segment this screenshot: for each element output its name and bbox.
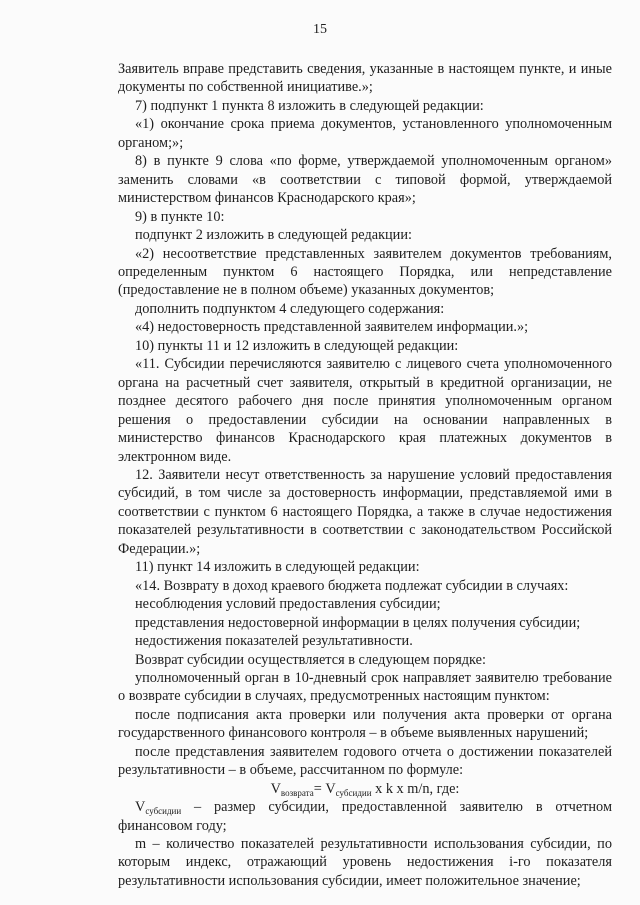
paragraph: Возврат субсидии осуществляется в следующем порядке: xyxy=(135,651,486,668)
paragraph: 11) пункт 14 изложить в следующей редакции: xyxy=(135,559,420,576)
formula-sub-return: возврата xyxy=(280,787,314,798)
page-number: 15 xyxy=(313,22,327,37)
formula-eq: = V xyxy=(313,780,336,797)
formula xyxy=(118,780,612,798)
paragraph: после подписания акта проверки или получения акта проверки от органа государственного финансового контроля – в объеме выявленных нарушений; xyxy=(118,706,612,742)
paragraph: недостижения показателей результативности. xyxy=(135,633,413,650)
def-sub: субсидии xyxy=(145,806,182,817)
paragraph: «1) окончание срока приема документов, установленного уполномоченным органом;»; xyxy=(118,116,612,151)
paragraph: «2) несоответствие представленных заявителем документов требованиям, определенным пунктом 6 настоящего Порядка, или непредставление (предоставление не в полном объеме) указанных документов; xyxy=(118,245,612,299)
paragraph: 9) в пункте 10: xyxy=(135,208,225,225)
def-v: V xyxy=(135,799,146,816)
paragraph: подпункт 2 изложить в следующей редакции: xyxy=(135,227,412,244)
formula-v: V xyxy=(270,780,281,797)
paragraph: Заявитель вправе представить сведения, указанные в настоящем пункте, и иные документы по собственной инициативе.»; xyxy=(118,61,612,96)
paragraph: дополнить подпунктом 4 следующего содержания: xyxy=(135,300,445,317)
paragraph: несоблюдения условий предоставления субсидии; xyxy=(135,596,441,613)
paragraph: «11. Субсидии перечисляются заявителю с лицевого счета уполномоченного органа на расчетный счет заявителя, открытый в кредитной организации, не позднее десятого рабочего дня после принятия уполномоченным органом решения о предоставлении субсидии на основании направленных в министерство финансов Краснодарского края платежных документов в электронном виде. xyxy=(118,356,612,465)
paragraph: после представления заявителем годового отчета о достижении показателей результативности – в объеме, рассчитанном по формуле: xyxy=(118,743,612,779)
document-body xyxy=(118,60,612,890)
formula-rest: x k x m/n, где: xyxy=(371,780,460,797)
paragraph: уполномоченный орган в 10-дневный срок направляет заявителю требование о возврате субсидии в случаях, предусмотренных настоящим пунктом: xyxy=(118,669,612,705)
definition-m: m – количество показателей результативности использования субсидии, по которым индекс, отражающий уровень недостижения i-го показателя результативности использования субсидии, имеет положительное значение; xyxy=(118,836,612,889)
paragraph: «14. Возврату в доход краевого бюджета подлежат субсидии в случаях: xyxy=(135,577,569,594)
definition-v-subsidy xyxy=(118,798,612,835)
def-text: – размер субсидии, предоставленной заявителю в отчетном финансовом году; xyxy=(118,799,612,834)
paragraph: «4) недостоверность представленной заявителем информации.»; xyxy=(135,319,529,336)
paragraph: 10) пункты 11 и 12 изложить в следующей редакции: xyxy=(135,337,459,354)
paragraph: представления недостоверной информации в целях получения субсидии; xyxy=(135,614,581,631)
formula-sub-subsidy: субсидии xyxy=(335,787,372,798)
paragraph: 8) в пункте 9 слова «по форме, утверждаемой уполномоченным органом» заменить словами «в соответствии с типовой формой, утверждаемой министерством финансов Краснодарского края»; xyxy=(118,153,612,207)
paragraph: 12. Заявители несут ответственность за нарушение условий предоставления субсидий, в том числе за достоверность информации, представляемой ими в соответствии с пунктом 6 настоящего Порядка, а также в случае недостижения показателей результативности в соответствии с законодательством Российской Федерации.»; xyxy=(118,466,612,557)
paragraph: 7) подпункт 1 пункта 8 изложить в следующей редакции: xyxy=(135,97,484,114)
